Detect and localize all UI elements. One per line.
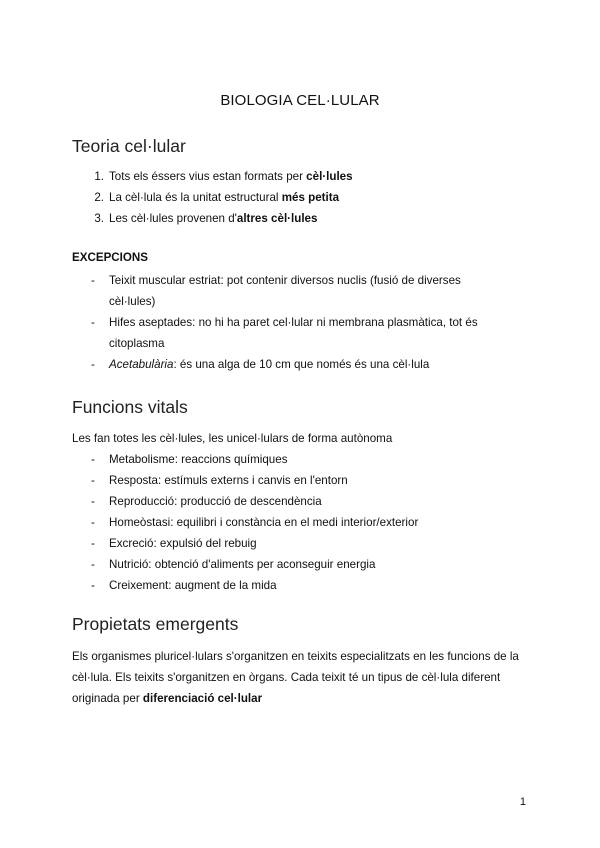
list-item — [72, 270, 532, 312]
exceptions-list — [72, 270, 532, 375]
list-item — [72, 312, 532, 354]
dash-bullet: - — [91, 316, 95, 329]
list-item — [72, 208, 532, 229]
funcions-intro: Les fan totes les cèl·lules, les unicel·lulars de forma autònoma — [72, 432, 393, 445]
bold-term: cèl·lules — [306, 170, 353, 183]
list-text: Reproducció: producció de descendència — [109, 495, 322, 508]
italic-term: Acetabulària — [109, 358, 174, 371]
dash-bullet: - — [91, 274, 95, 287]
list-text: Acetabulària: és una alga de 10 cm que només és una cèl·lula — [109, 358, 430, 371]
list-text: Tots els éssers vius estan formats per cèl·lules — [109, 170, 353, 183]
list-item — [72, 470, 532, 491]
list-text: Excreció: expulsió del rebuig — [109, 537, 257, 550]
list-text: Resposta: estímuls externs i canvis en l'entorn — [109, 474, 348, 487]
list-text: Nutrició: obtenció d'aliments per aconseguir energia — [109, 558, 376, 571]
list-item — [72, 166, 532, 187]
list-item — [72, 554, 532, 575]
dash-bullet: - — [91, 474, 95, 487]
list-text: Creixement: augment de la mida — [109, 579, 277, 592]
list-number: 2. — [94, 191, 104, 204]
bold-term: més petita — [281, 191, 340, 204]
list-item — [72, 449, 532, 470]
dash-bullet: - — [91, 358, 95, 371]
dash-bullet: - — [91, 453, 95, 466]
dash-bullet: - — [91, 579, 95, 592]
list-text: Homeòstasi: equilibri i constància en el medi interior/exterior — [109, 516, 419, 529]
bold-term: diferenciació cel·lular — [142, 692, 263, 705]
dash-bullet: - — [91, 558, 95, 571]
heading-propietats-emergents: Propietats emergents — [72, 614, 239, 634]
list-text: La cèl·lula és la unitat estructural més petita — [109, 191, 340, 204]
list-item — [72, 354, 532, 375]
list-item — [72, 491, 532, 512]
list-text: Metabolisme: reaccions químiques — [109, 453, 288, 466]
dash-bullet: - — [91, 516, 95, 529]
list-item — [72, 575, 532, 596]
list-item — [72, 512, 532, 533]
list-number: 1. — [94, 170, 104, 183]
list-number: 3. — [94, 212, 104, 225]
heading-funcions-vitals: Funcions vitals — [72, 397, 188, 417]
propietats-paragraph: Els organismes pluricel·lulars s'organitzen en teixits especialitzats en les funcions de la cèl·lula. Els teixits s'organitzen en òrgans. Cada teixit té un tipus de cèl·lula diferent originada per diferenciació cel·lular — [72, 650, 519, 705]
list-item — [72, 187, 532, 208]
teoria-numbered-list — [72, 166, 532, 229]
heading-teoria-cellular: Teoria cel·lular — [72, 136, 186, 156]
exceptions-label: EXCEPCIONS — [72, 251, 149, 264]
page-title: BIOLOGIA CEL·LULAR — [220, 92, 380, 109]
dash-bullet: - — [91, 537, 95, 550]
list-item — [72, 533, 532, 554]
list-text: Teixit muscular estriat: pot contenir diversos nuclis (fusió de diverses cèl·lules) — [109, 274, 461, 308]
dash-bullet: - — [91, 495, 95, 508]
funcions-list — [72, 449, 532, 596]
page-number: 1 — [519, 796, 526, 808]
bold-term: altres cèl·lules — [236, 212, 318, 225]
list-text: Les cèl·lules provenen d'altres cèl·lules — [109, 212, 318, 225]
list-text: Hifes aseptades: no hi ha paret cel·lular ni membrana plasmàtica, tot és citoplasma — [109, 316, 478, 350]
